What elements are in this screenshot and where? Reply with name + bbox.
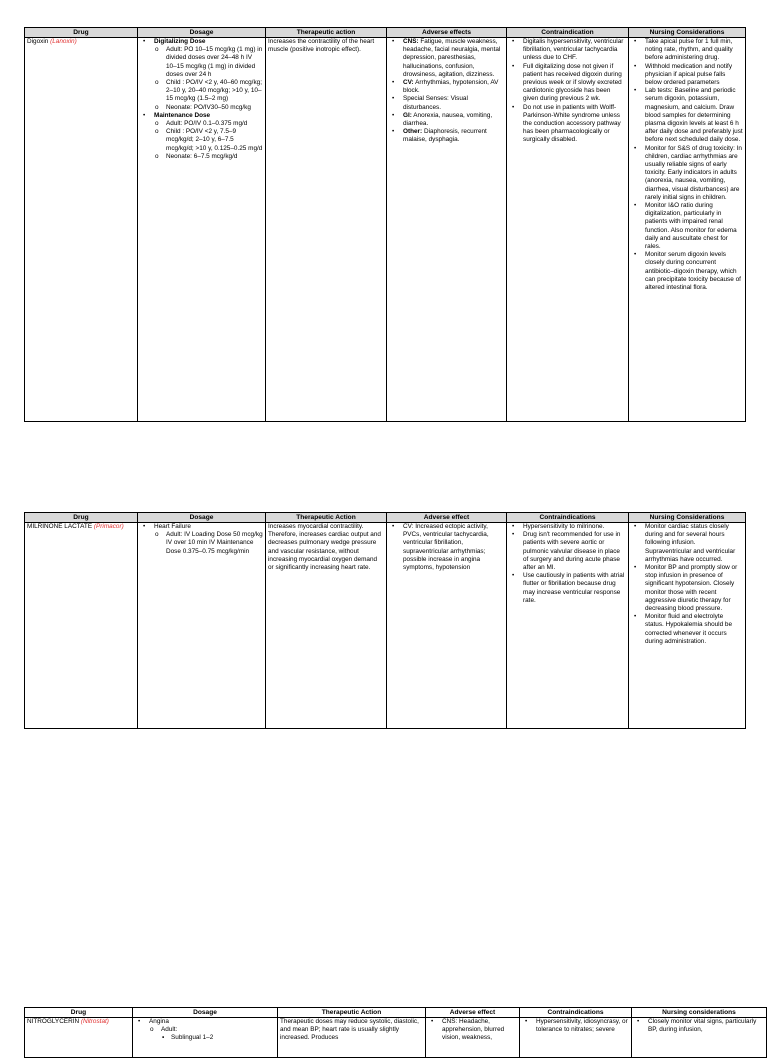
- brand-name: (Primacor): [93, 523, 124, 530]
- adverse-cell: [387, 523, 507, 729]
- adverse-item: • CNS: Fatigue, muscle weakness, headache, facial neuralgia, mental depression, paresthesias, hallucinations, confusion, drowsiness, agitation, dizziness.: [389, 38, 504, 79]
- table-header-row: [25, 1008, 767, 1018]
- nursing-item: • Withhold medication and notify physician if apical pulse falls below ordered parameters: [631, 63, 743, 88]
- contraindication-item: • Digitalis hypersensitivity, ventricular fibrillation, ventricular tachycardia unless due to CHF.: [509, 38, 626, 63]
- dosage-item: o Adult: IV Loading Dose 50 mcg/kg IV over 10 min IV Maintenance Dose 0.375–0.75 mcg/kg/min: [154, 531, 263, 556]
- dosage-item: o Neonate: PO/IV30–50 mcg/kg: [154, 104, 263, 112]
- drug-name: NITROGLYCERIN: [27, 1018, 81, 1025]
- nursing-item: • Monitor cardiac status closely during and for several hours following infusion. Supraventricular and ventricular arrhythmias have occurred.: [631, 523, 743, 564]
- adverse-item: • CNS: Headache, apprehension, blurred vision, weakness,: [428, 1018, 517, 1043]
- header-nursing: Nursing considerations: [632, 1008, 767, 1018]
- drug-cell: [25, 523, 138, 729]
- therapeutic-cell: Therapeutic doses may reduce systolic, diastolic, and mean BP; heart rate is usually slightly increased. Produces: [278, 1018, 426, 1058]
- contraindication-cell: [507, 38, 629, 422]
- nursing-item: • Take apical pulse for 1 full min, noting rate, rhythm, and quality before administering drug.: [631, 38, 743, 63]
- nursing-cell: [629, 38, 746, 422]
- header-dosage: Dosage: [133, 1008, 278, 1018]
- drug-cell: [25, 38, 138, 422]
- therapeutic-cell: Increases myocardial contractility. Therefore, increases cardiac output and decreases pulmonary wedge pressure and vascular resistance, without increasing myocardial oxygen demand or significantly increasing heart rate.: [266, 523, 387, 729]
- dosage-item: o Adult: ▪ Sublingual 1–2: [149, 1026, 275, 1042]
- header-adverse: Adverse effects: [387, 28, 507, 38]
- nursing-item: • Monitor BP and promptly slow or stop infusion in presence of significant hypotension. Closely monitor those with recent aggressive diuretic therapy for decreasing blood pressure.: [631, 564, 743, 613]
- dosage-item: o Adult: PO/IV 0.1–0.375 mg/d: [154, 120, 263, 128]
- adverse-item: • CV: Increased ectopic activity, PVCs, ventricular tachycardia, ventricular fibrillation, supraventricular arrhythmias; possible increase in angina symptoms, hypotension: [389, 523, 504, 572]
- table-row: [25, 523, 746, 729]
- adverse-item: • Special Senses: Visual disturbances.: [389, 95, 504, 111]
- header-adverse: Adverse effect: [387, 513, 507, 523]
- brand-name: (Nitrostat): [80, 1018, 109, 1025]
- header-contraindication: Contraindications: [507, 513, 629, 523]
- header-drug: Drug: [25, 1008, 133, 1018]
- nursing-item: • Monitor fluid and electrolyte status. Hypokalemia should be corrected whenever it occurs during administration.: [631, 613, 743, 646]
- drug-name: Digoxin: [27, 38, 51, 45]
- header-therapeutic: Therapeutic Action: [278, 1008, 426, 1018]
- therapeutic-cell: Increases the contractility of the heart muscle (positive inotropic effect).: [266, 38, 387, 422]
- header-contraindication: Contraindications: [520, 1008, 632, 1018]
- table-header-row: [25, 513, 746, 523]
- contraindication-cell: [507, 523, 629, 729]
- table-header-row: [25, 28, 746, 38]
- nursing-item: • Monitor I&O ratio during digitalization, particularly in patients with impaired renal function. Also monitor for edema daily and auscultate chest for rales.: [631, 202, 743, 251]
- header-therapeutic: Therapeutic action: [266, 28, 387, 38]
- drug-name: MILRINONE LACTATE: [27, 523, 94, 530]
- dosage-subitem: ▪ Sublingual 1–2: [161, 1034, 275, 1042]
- header-contraindication: Contraindication: [507, 28, 629, 38]
- dosage-item: o Child : PO/IV <2 y, 40–60 mcg/kg; 2–10 y, 20–40 mcg/kg; >10 y, 10–15 mcg/kg (1.5–2 mg): [154, 79, 263, 104]
- dosage-item: o Adult: PO 10–15 mcg/kg (1 mg) in divided doses over 24–48 h IV 10–15 mcg/kg (1 mg) in divided doses over 24 h: [154, 46, 263, 79]
- digoxin-table: [24, 27, 746, 422]
- table-row: [25, 38, 746, 422]
- header-drug: Drug: [25, 28, 138, 38]
- dosage-cell: [138, 38, 266, 422]
- nursing-item: • Lab tests: Baseline and periodic serum digoxin, potassium, magnesium, and calcium. Draw blood samples for determining plasma digoxin levels at least 6 h after daily dose and preferably just before next scheduled daily dose.: [631, 87, 743, 144]
- dosage-group: • Digitalizing Dose o Adult: PO 10–15 mcg/kg (1 mg) in divided doses over 24–48 h IV 10–15 mcg/kg (1 mg) in divided doses over 24 h o Child : PO/IV <2 y, 40–60 mcg/kg; 2–10 y, 20–40 mcg/kg; >10 y, 10–15 mcg/kg (1.5–2 mg) o Neonate: PO/IV30–50 mcg/kg: [140, 38, 263, 112]
- contraindication-item: • Do not use in patients with Wolff-Parkinson-White syndrome unless the conduction accessory pathway has been pharmacologically or surgically disabled.: [509, 104, 626, 145]
- adverse-item: • Other: Diaphoresis, recurrent malaise, dysphagia.: [389, 128, 504, 144]
- contraindication-item: • Drug isn't recommended for use in patients with severe aortic or pulmonic valvular disease in place of surgery and during acute phase after an MI.: [509, 531, 626, 572]
- header-nursing: Nursing Considerations: [629, 28, 746, 38]
- adverse-item: • GI: Anorexia, nausea, vomiting, diarrhea.: [389, 112, 504, 128]
- header-dosage: Dosage: [138, 513, 266, 523]
- header-drug: Drug: [25, 513, 138, 523]
- nursing-item: • Closely monitor vital signs, particularly BP, during infusion,: [634, 1018, 764, 1034]
- contraindication-item: • Use cautiously in patients with atrial flutter or fibrillation because drug may increase ventricular response rate.: [509, 572, 626, 605]
- contraindication-item: • Hypersensitivity, idiosyncrasy, or tolerance to nitrates; severe: [522, 1018, 629, 1034]
- dosage-item: o Child : PO/IV <2 y, 7.5–9 mcg/kg/d; 2–10 y, 6–7.5 mcg/kg/d; >10 y, 0.125–0.25 mg/d: [154, 128, 263, 153]
- dosage-group: • Angina o Adult: ▪ Sublingual 1–2: [135, 1018, 275, 1043]
- dosage-cell: [138, 523, 266, 729]
- header-dosage: Dosage: [138, 28, 266, 38]
- adverse-item: • CV: Arrhythmias, hypotension, AV block.: [389, 79, 504, 95]
- header-nursing: Nursing Considerations: [629, 513, 746, 523]
- adverse-cell: [387, 38, 507, 422]
- nursing-cell: [629, 523, 746, 729]
- brand-name: (Lanoxin): [50, 38, 77, 45]
- header-therapeutic: Therapeutic Action: [266, 513, 387, 523]
- dosage-group: • Maintenance Dose o Adult: PO/IV 0.1–0.375 mg/d o Child : PO/IV <2 y, 7.5–9 mcg/kg/d; 2–10 y, 6–7.5 mcg/kg/d; >10 y, 0.125–0.25 mg/d o Neonate: 6–7.5 mcg/kg/d: [140, 112, 263, 161]
- nursing-item: • Monitor serum digoxin levels closely during concurrent antibiotic–digoxin therapy, which can precipitate toxicity because of altered intestinal flora.: [631, 251, 743, 292]
- milrinone-table: [24, 512, 746, 729]
- nursing-item: • Monitor for S&S of drug toxicity: In children, cardiac arrhythmias are usually reliable signs of early toxicity. Early indicators in adults (anorexia, nausea, vomiting, diarrhea, visual disturbances) are rarely initial signs in children.: [631, 145, 743, 202]
- contraindication-item: • Hypersensitivity to milrinone.: [509, 523, 626, 531]
- contraindication-item: • Full digitalizing dose not given if patient has received digoxin during previous week or if slowly excreted cardiotonic glycoside has been given during previous 2 wk.: [509, 63, 626, 104]
- dosage-group: • Heart Failure o Adult: IV Loading Dose 50 mcg/kg IV over 10 min IV Maintenance Dose 0.375–0.75 mcg/kg/min: [140, 523, 263, 556]
- nitroglycerin-table: [24, 1007, 767, 1058]
- dosage-item: o Neonate: 6–7.5 mcg/kg/d: [154, 153, 263, 161]
- header-adverse: Adverse effect: [426, 1008, 520, 1018]
